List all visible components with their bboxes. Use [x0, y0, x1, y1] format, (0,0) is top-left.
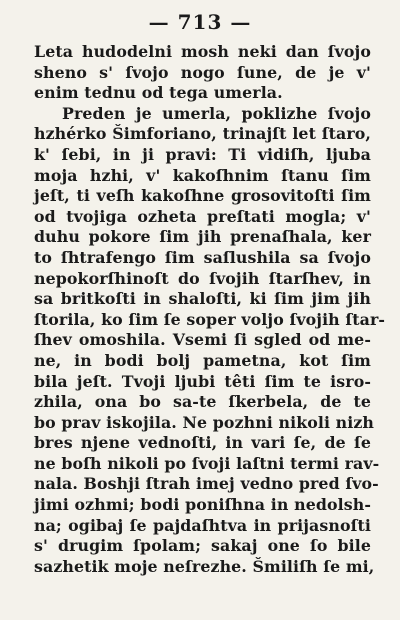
- text-line: bo prav iskojila. Ne pozhni nikoli nizh: [34, 412, 375, 432]
- text-line: k' ſebi, in ji pravi: Ti vidiſh, ljuba: [34, 144, 371, 164]
- text-line: bres njene vednoſti, in vari ſe, de ſe: [34, 433, 371, 453]
- text-line: nala. Boshji ſtrah imej vedno pred ſvo-: [34, 474, 379, 494]
- text-line: sazhetik moje neſrezhe. Šmiliſh ſe mi,: [34, 556, 375, 576]
- text-line: ne, in bodi bolj pametna, kot ſim: [34, 350, 371, 370]
- text-line: ſtorila, ko ſim ſe soper voljo ſvojih ſtar-: [34, 309, 386, 329]
- text-line: Preden je umerla, poklizhe ſvojo: [62, 103, 371, 123]
- text-line: nepokorſhinoſt do ſvojih ſtarſhev, in: [34, 268, 371, 288]
- text-line: sa britkoſti in shaloſti, ki ſim jim jih: [34, 289, 371, 309]
- text-line: jimi ozhmi; bodi poniſhna in nedolsh-: [34, 495, 371, 515]
- page-body-text: [34, 42, 386, 577]
- text-line: Leta hudodelni mosh neki dan ſvojo: [34, 42, 371, 61]
- text-line: od tvojiga ozheta preſtati mogla; v': [34, 206, 371, 226]
- text-line: na; ogibaj ſe pajdaſhtva in prijasnoſti: [34, 515, 371, 535]
- text-line: to ſhtrafengo ſim saſlushila sa ſvojo: [34, 247, 371, 267]
- text-line: duhu pokore ſim jih prenaſhala, ker: [34, 227, 371, 247]
- text-line: ne boſh nikoli po ſvoji laſtni termi rav-: [34, 453, 380, 473]
- text-line: enim tednu od tega umerla.: [34, 83, 283, 103]
- page-number-header: — 713 —: [148, 10, 252, 34]
- text-line: ſhev omoshila. Vsemi ſi sgled od me-: [34, 330, 371, 350]
- text-line: s' drugim ſpolam; sakaj one ſo bile: [34, 536, 371, 556]
- text-line: sheno s' ſvojo nogo ſune, de je v': [34, 62, 371, 82]
- text-line: moja hzhi, v' kakoſhnim ſtanu ſim: [34, 165, 371, 185]
- text-line: hzhérko Šimforiano, trinajſt let ſtaro,: [34, 124, 371, 144]
- text-line: zhila, ona bo sa-te ſkerbela, de te: [34, 392, 371, 412]
- text-line: jeſt, ti veſh kakoſhne grosovitoſti ſim: [34, 186, 371, 206]
- text-line: bila jeſt. Tvoji ljubi têti ſim te isro-: [34, 371, 371, 391]
